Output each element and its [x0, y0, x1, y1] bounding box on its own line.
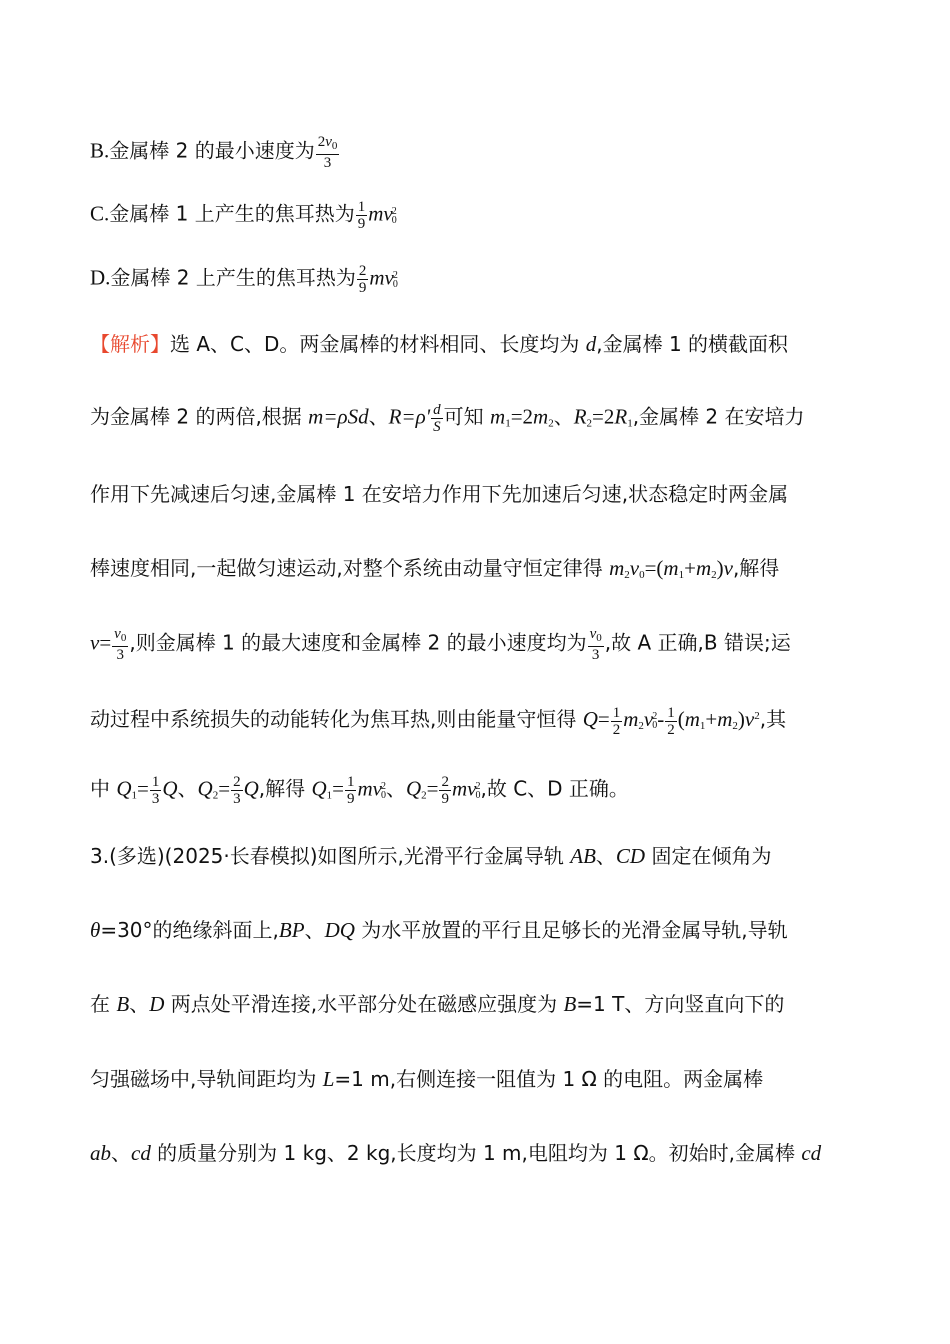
analysis-line-4: 棒速度相同,一起做匀速运动,对整个系统由动量守恒定律得 $m_2v_0=(m_1+m_2)v$,解得: [90, 556, 780, 581]
option-c-prefix: C.: [90, 201, 110, 226]
problem3-line-1: 3.(多选)(2025·长春模拟)如图所示,光滑平行金属导轨 AB、CD 固定在倾角为: [90, 844, 772, 868]
analysis-line-1: 【解析】选 A、C、D。两金属棒的材料相同、长度均为 d,金属棒 1 的横截面积: [90, 332, 789, 356]
option-b-fraction: $\frac{2v_0}{3}$: [317, 134, 338, 171]
analysis-line-5: v= $\frac{v_0}{3}$ ,则金属棒 1 的最大速度和金属棒 2 的最小速度均为 $\frac{v_0}{3}$ ,故 A 正确,B 错误;运: [90, 626, 791, 663]
option-c-var: mv: [368, 201, 393, 226]
option-b-prefix: B.: [90, 138, 110, 163]
option-d-prefix: D.: [90, 265, 111, 290]
analysis-line-6: 动过程中系统损失的动能转化为焦耳热,则由能量守恒得 Q= $\frac{1}{2}$ $m_2v$ 2 0 - $\frac{1}{2}$ $(m_1+m_2)v^2$,其: [90, 704, 787, 738]
option-b: [90, 134, 340, 171]
option-b-text: 金属棒 2 的最小速度为: [109, 138, 315, 163]
problem3-line-2: θ=30°的绝缘斜面上,BP、DQ 为水平放置的平行且足够长的光滑金属导轨,导轨: [90, 918, 788, 942]
option-c-text: 金属棒 1 上产生的焦耳热为: [109, 201, 355, 226]
option-d-var: mv: [369, 265, 394, 290]
problem3-line-3: 在 B、D 两点处平滑连接,水平部分处在磁感应强度为 B=1 T、方向竖直向下的: [90, 992, 785, 1016]
analysis-tag: 【解析】: [90, 332, 170, 356]
analysis-line-7: 中 $Q_1=$ $\frac{1}{3}$ Q、$Q_2=$ $\frac{2}{3}$ Q,解得 $Q_1=$ $\frac{1}{9}$ mv 2 0 、$Q_2=$ $\frac{2}{9}$ mv 2 0 ,故 C、D 正确。: [90, 774, 629, 807]
analysis-line-3: 作用下先减速后匀速,金属棒 1 在安培力作用下先加速后匀速,状态稳定时两金属: [90, 482, 789, 506]
problem3-line-4: 匀强磁场中,导轨间距均为 L=1 m,右侧连接一阻值为 1 Ω 的电阻。两金属棒: [90, 1067, 764, 1091]
option-d: D.金属棒 2 上产生的焦耳热为 $\frac{2}{9}$ mv 2 0: [90, 263, 398, 296]
option-c-fraction: $\frac{1}{9}$: [357, 199, 366, 232]
option-d-fraction: $\frac{2}{9}$: [358, 263, 367, 296]
option-c: C.金属棒 1 上产生的焦耳热为 $\frac{1}{9}$ mv 2 0: [90, 199, 397, 232]
option-d-text: 金属棒 2 上产生的焦耳热为: [110, 265, 356, 290]
analysis-line-2: 为金属棒 2 的两倍,根据 m=ρSd、R=ρ' $\frac{d}{S}$ 可知 $m_1=2m_2$、$R_2=2R_1$,金属棒 2 在安培力: [90, 402, 805, 435]
problem3-line-5: ab、cd 的质量分别为 1 kg、2 kg,长度均为 1 m,电阻均为 1 Ω。初始时,金属棒 cd: [90, 1141, 822, 1165]
